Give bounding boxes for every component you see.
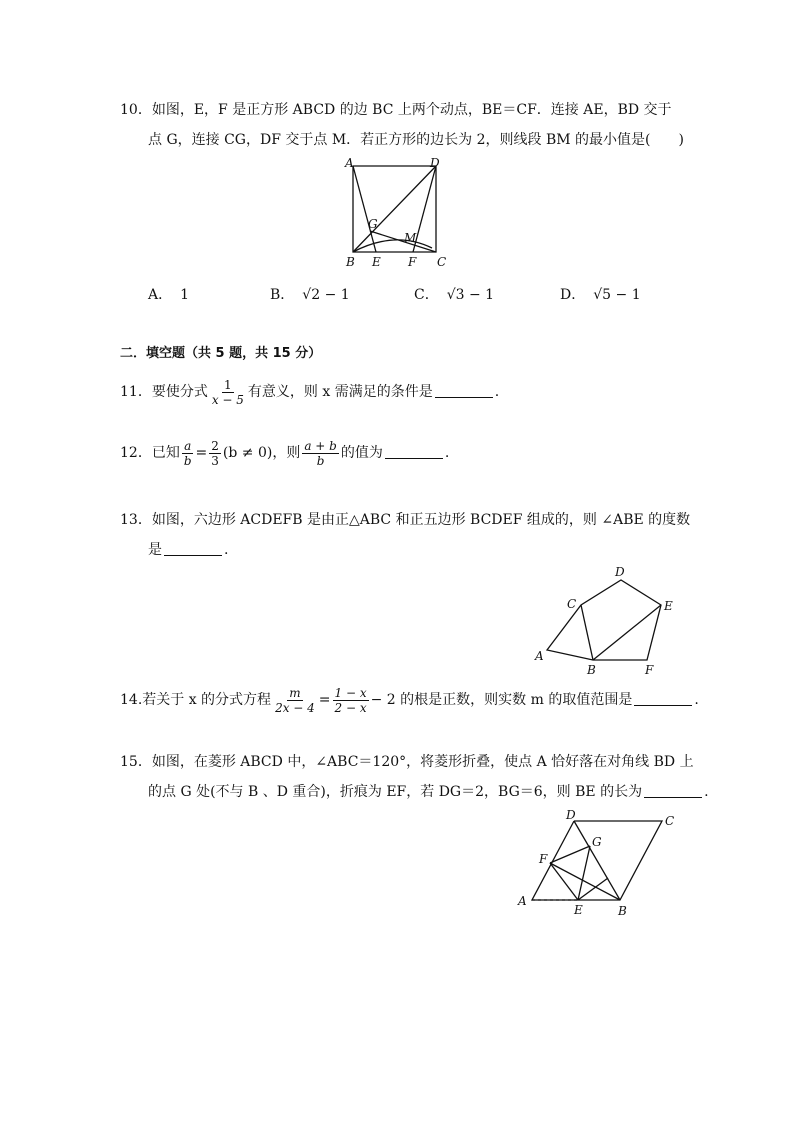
q14-answer-blank[interactable] [634,691,692,706]
q10-choice-a: A． 1 [148,287,190,303]
q11-fraction: $\frac{1}{x - 5}$ [211,377,244,407]
q11-number: 11． [120,384,152,400]
q12-fraction-2-3: $\frac{2}{3}$ [211,438,219,468]
q13-line-be [593,605,661,660]
q13-label-a: A [535,649,544,663]
q12: 12．已知 $\frac{a}{b}$ = $\frac{2}{3}$ (b ≠ 0)，则 $\frac{a + b}{b}$ 的值为 . [120,438,450,468]
q10-label-e: E [372,255,381,269]
q15-label-d: D [566,808,576,822]
q15-figure [510,806,685,921]
q12-answer-blank[interactable] [385,444,443,459]
q12-fraction-a-b: $\frac{a}{b}$ [183,438,192,468]
q15-label-f: F [539,852,548,866]
q11: 11．要使分式 $\frac{1}{x - 5}$ 有意义，则 x 需满足的条件是 . [120,377,500,407]
q13-label-e: E [664,599,673,613]
q13-label-d: D [615,565,625,579]
q10-choice-b: B． √2 − 1 [270,287,350,303]
section-2-title: 二．填空题（共 5 题，共 15 分） [120,346,322,361]
q10-line1 [120,100,672,120]
q10-label-f: F [408,255,417,269]
q10-label-c: C [437,255,447,269]
q10-text-1: 如图，E，F 是正方形 ABCD 的边 BC 上两个动点，BE＝CF．连接 AE，BD 交于 [151,102,672,118]
q13-label-f: F [645,663,654,677]
q14-fraction-right: $\frac{1 - x}{2 - x}$ [334,685,367,715]
q13-number: 13． [120,512,152,528]
q10-label-m: M [404,231,417,245]
q10-label-g: G [368,217,378,231]
q14-number: 14. [120,692,143,708]
q13-figure [525,562,685,677]
q10-label-a: A [345,156,354,170]
q15-answer-blank[interactable] [644,783,702,798]
q10-figure [340,156,450,271]
q15-line1: 15．如图，在菱形 ABCD 中，∠ABC＝120°，将菱形折叠，使点 A 恰好落在对角线 BD 上 [120,754,694,770]
q10-choice-c: C． √3 − 1 [414,287,495,303]
q13-line-cb [581,605,593,660]
q13-answer-blank[interactable] [164,541,222,556]
q14-fraction-left: $\frac{m}{2x - 4}$ [275,685,315,715]
q13-hexagon [547,580,661,660]
q10-number: 10． [120,102,152,118]
q15-label-g: G [592,835,602,849]
q14: 14.若关于 x 的分式方程 $\frac{m}{2x - 4}$ = $\frac{1 - x}{2 - x}$ − 2 的根是正数，则实数 m 的取值范围是 . [120,685,699,715]
q15-line2: 的点 G 处(不与 B 、D 重合)，折痕为 EF，若 DG＝2，BG＝6，则 BE 的长为 . [148,784,709,800]
q15-number: 15． [120,754,152,770]
q13-line1: 13．如图，六边形 ACDEFB 是由正△ABC 和正五边形 BCDEF 组成的，则 ∠ABE 的度数 [120,512,691,528]
q15-label-b: B [618,904,627,918]
q10-arc-bm [353,240,432,252]
q10-line2: 点 G，连接 CG，DF 交于点 M．若正方形的边长为 2，则线段 BM 的最小值是( ) [148,132,684,148]
q15-label-a: A [518,894,527,908]
q10-choice-d: D． √5 − 1 [560,287,641,303]
q13-line2: 是 . [148,542,229,558]
q13-label-c: C [567,597,577,611]
q15-label-e: E [574,903,583,917]
q10-label-d: D [430,156,440,170]
q10-line-df [413,166,436,252]
q13-label-b: B [587,663,596,677]
q12-number: 12． [120,445,152,461]
q10-label-b: B [346,255,355,269]
q10-line-ae [353,166,376,252]
q12-fraction-ab-b: $\frac{a + b}{b}$ [304,438,337,468]
q15-label-c: C [665,814,675,828]
q11-answer-blank[interactable] [435,383,493,398]
q15-fold-ef [550,863,578,900]
